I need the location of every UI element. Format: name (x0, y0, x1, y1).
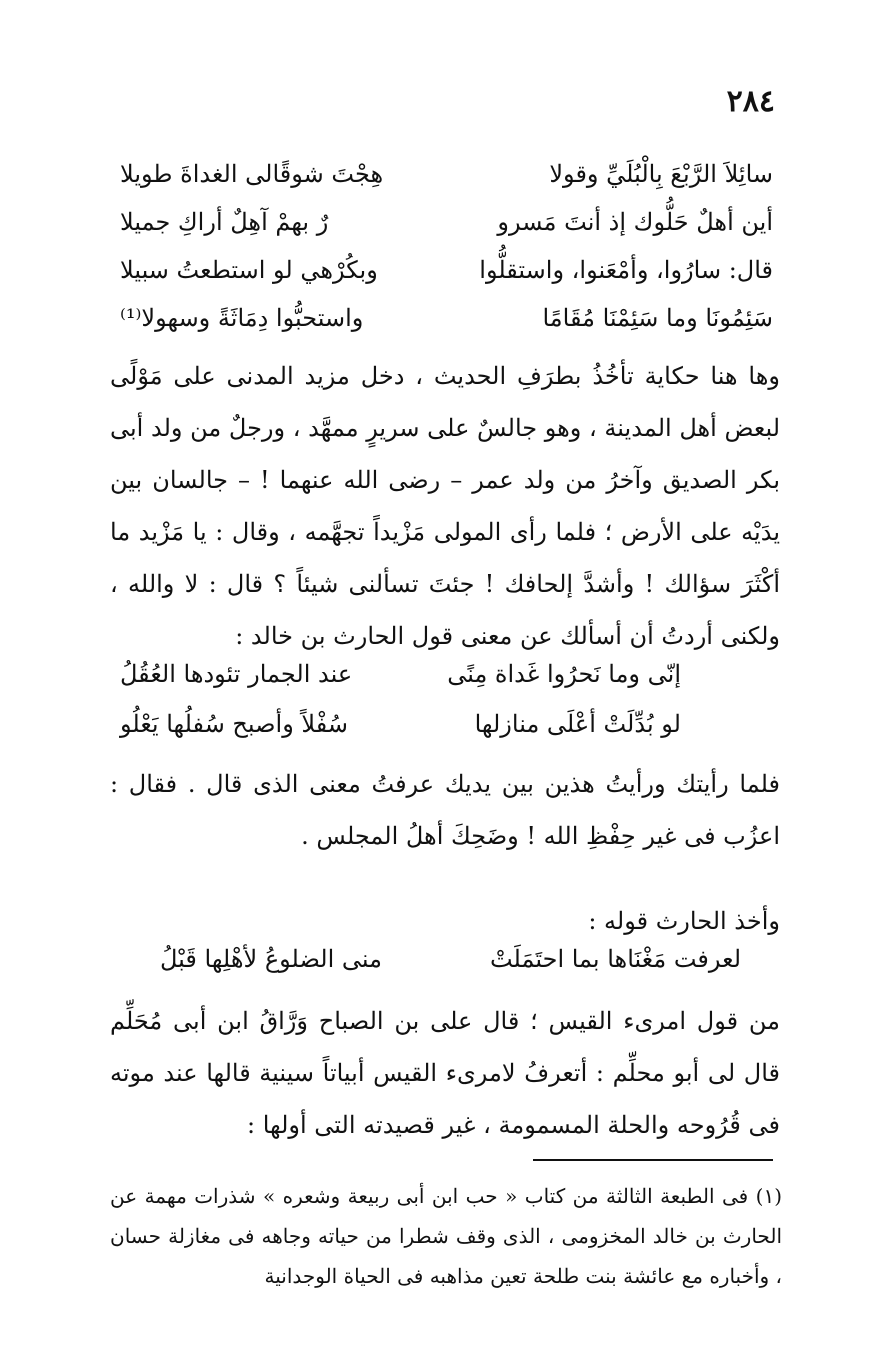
verse-hemistich-first: لعرفت مَغْنَاها بما احتَمَلَتْ (489, 945, 741, 973)
body-paragraph: فلما رأيتك ورأيتُ هذين بين يديك عرفتُ معنى الذى قال . فقال : اعزُب فى غير حِفْظِ الله ! وضَحِكَ أهلُ المجلس . (110, 770, 780, 850)
body-paragraph: من قول امرىء القيس ؛ قال على بن الصباح وَرَّاقُ ابن أبى مُحَلِّم قال لى أبو محلِّم : أتعرفُ لامرىء القيس أبياتاً سينية قالها عند موته فى قُرُوحه والحلة المسمومة ، غير قصيدته التى أولها : (110, 1007, 780, 1139)
verse-hemistich-first: سَئِمُونَا وما سَئِمْنَا مُقَامًا (542, 304, 773, 332)
verse-hemistich-second: عند الجمار تئودها العُقُلُ (120, 660, 353, 688)
verse-hemistich-first: أين أهلٌ حَلُّوك إذ أنتَ مَسرو (497, 208, 773, 236)
verse-line (0, 160, 891, 210)
verse-hemistich-second: سُفْلاً وأصبح سُفلُها يَعْلُو (120, 710, 348, 738)
verse-line (0, 710, 891, 760)
page-number: ٢٨٤ (726, 84, 775, 119)
verse-hemistich-first: لو بُدِّلَتْ أعْلَى منازلها (474, 710, 681, 738)
verse-hemistich-second: منى الضلوعُ لأهْلِها قَبْلُ (160, 945, 382, 973)
verse-hemistich-first: سائِلاَ الرَّبْعَ بِالْبُلَيِّ وقولا (549, 160, 773, 188)
verse-hemistich-second: رٌ بهمْ آهِلٌ أراكِ جميلا (120, 208, 329, 236)
verse-hemistich-second: وبكُرْهي لو استطعتُ سبيلا (120, 256, 378, 284)
footnote-separator (533, 1159, 773, 1161)
verse-line (0, 945, 891, 995)
verse-hemistich-second: واستحبُّوا دِمَاثَةً وسهولا⁽¹⁾ (120, 304, 364, 332)
body-paragraph: وها هنا حكاية تأخُذُ بطرَفِ الحديث ، دخل مزيد المدنى على مَوْلًى لبعض أهل المدينة ، وهو جالسٌ على سريرٍ ممهَّد ، ورجلٌ من ولد أبى بكر الصديق وآخرُ من ولد عمر – رضى الله عنهما ! – جالسان بين يدَيْه على الأرض ؛ فلما رأى المولى مَزْيداً تجهَّمه ، وقال : يا مَزْيد ما أكْثَرَ سؤالك ! وأشدَّ إلحافك ! جئتَ تسألنى شيئاً ؟ قال : لا والله ، ولكنى أردتُ أن أسألك عن معنى قول الحارث بن خالد : (110, 362, 780, 650)
verse-hemistich-first: إنّى وما نَحرُوا غَداة مِنًى (447, 660, 681, 688)
verse-line (0, 660, 891, 710)
footnote: (١) فى الطبعة الثالثة من كتاب « حب ابن أبى ربيعة وشعره » شذرات مهمة عن الحارث بن خالد المخزومى ، الذى وقف شطرا من حياته وجاهه فى مغازلة حسان ، وأخباره مع عائشة بنت طلحة تعين مذاهبه فى الحياة الوجدانية (110, 1184, 782, 1288)
body-paragraph: وأخذ الحارث قوله : (588, 907, 780, 935)
verse-line (0, 304, 891, 354)
verse-line (0, 208, 891, 258)
verse-hemistich-first: قال: سارُوا، وأمْعَنوا، واستقلُّوا (479, 256, 773, 284)
verse-line (0, 256, 891, 306)
verse-hemistich-second: هِجْتَ شوقًالى الغداةَ طويلا (120, 160, 384, 188)
